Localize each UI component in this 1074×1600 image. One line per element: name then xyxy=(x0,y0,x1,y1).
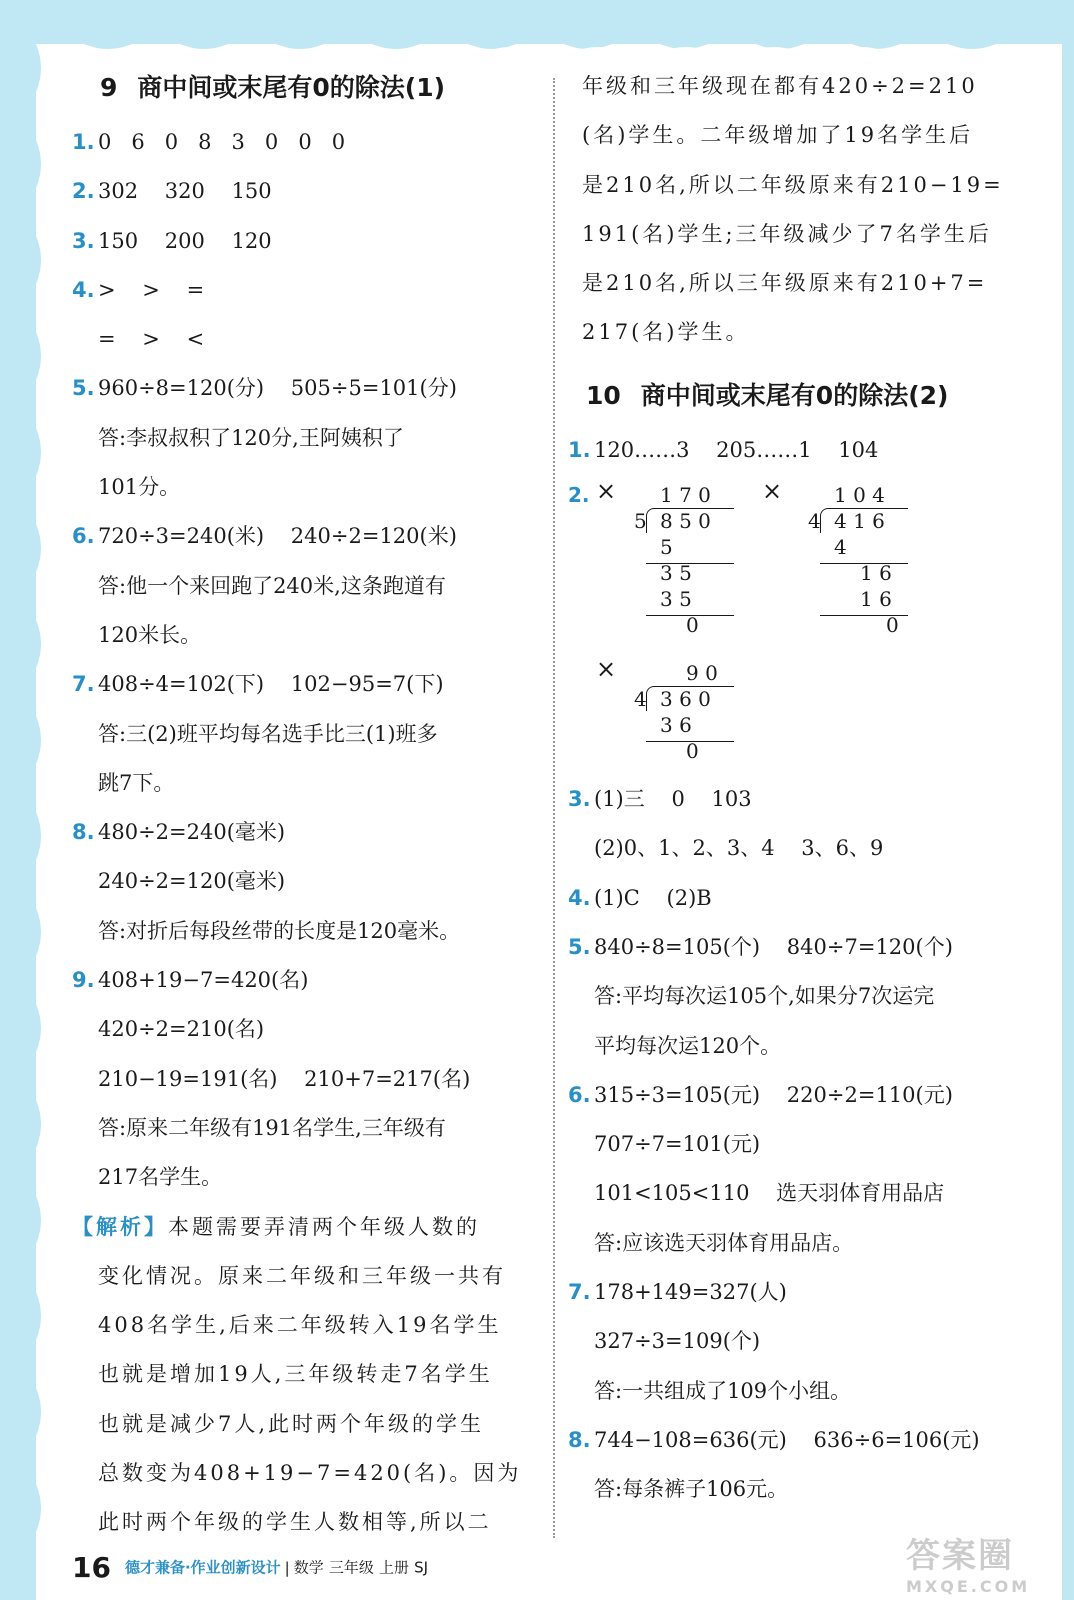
question-number: 3. xyxy=(72,228,95,253)
answer-line xyxy=(568,1416,1038,1465)
answer-line xyxy=(568,1022,1038,1071)
question-number: 9. xyxy=(72,968,95,993)
answer-line xyxy=(72,1055,542,1104)
answer-text: 720÷3=240(米) 240÷2=120(米) xyxy=(98,524,457,549)
dividend: 3 6 0 xyxy=(660,687,711,712)
question-number: 2. xyxy=(72,179,95,204)
section-heading: 商中间或末尾有0的除法(1) xyxy=(137,73,446,102)
answer-text: 960÷8=120(分) 505÷5=101(分) xyxy=(98,376,457,401)
volume: 上册 xyxy=(378,1558,409,1577)
dividend: 8 5 0 xyxy=(660,509,711,534)
question-number: 6. xyxy=(72,524,95,549)
analysis-continued-line: 191(名)学生;三年级减少了7名学生后 xyxy=(582,221,992,246)
quotient: 1 7 0 xyxy=(660,483,711,508)
wrong-mark: × xyxy=(596,655,617,684)
answer-text: 707÷7=101(元) xyxy=(594,1132,761,1157)
answer-text: 答:他一个来回跑了240米,这条跑道有 xyxy=(98,573,446,598)
decorative-frame-left xyxy=(0,0,36,1600)
analysis-text: 本题需要弄清两个年级人数的 xyxy=(168,1214,480,1239)
answer-line xyxy=(72,512,542,561)
question-number: 1. xyxy=(72,130,95,154)
answer-text: > > = xyxy=(98,277,205,302)
answer-line xyxy=(72,1104,542,1153)
edition: SJ xyxy=(414,1558,429,1577)
analysis-continued-line: 是210名,所以二年级原来有210−19= xyxy=(582,172,1004,197)
page-number: 16 xyxy=(72,1550,111,1584)
dividend: 4 1 6 xyxy=(834,509,885,534)
answer-text: 217名学生。 xyxy=(98,1165,223,1190)
answer-text: 240÷2=120(毫米) xyxy=(98,869,286,894)
answer-line xyxy=(568,972,1038,1021)
answer-line xyxy=(568,775,1038,824)
answer-line xyxy=(72,217,542,266)
question-number: 5. xyxy=(72,376,95,401)
work-row: 4 xyxy=(834,535,847,560)
question-number: 1. xyxy=(568,437,591,462)
answer-text: 327÷3=109(个) xyxy=(594,1329,761,1354)
subject: 数学 xyxy=(293,1558,324,1577)
answer-list-right xyxy=(568,775,1038,1514)
work-row: 0 xyxy=(686,739,699,764)
answer-text: 答:对折后每段丝带的长度是120毫米。 xyxy=(98,918,461,943)
answer-line xyxy=(568,1120,1038,1169)
question-number: 6. xyxy=(568,1082,591,1107)
answer-list-left xyxy=(72,118,542,1203)
answer-text: 101<105<110 选天羽体育用品店 xyxy=(594,1181,945,1206)
grade: 三年级 xyxy=(328,1558,374,1577)
answer-line xyxy=(72,808,542,857)
answer-line xyxy=(72,710,542,759)
answer-text: 答:平均每次运105个,如果分7次运完 xyxy=(594,984,935,1009)
answer-line xyxy=(568,1268,1038,1317)
analysis-line: 408名学生,后来二年级转入19名学生 xyxy=(98,1313,502,1338)
work-row: 3 5 xyxy=(660,587,692,612)
work-row: 1 6 xyxy=(860,587,892,612)
analysis-continued-line: 年级和三年级现在都有420÷2=210 xyxy=(582,74,978,98)
analysis-line: 此时两个年级的学生人数相等,所以二 xyxy=(98,1510,492,1535)
answer-text: = > < xyxy=(98,327,205,352)
division-bracket xyxy=(820,508,831,533)
answer-line xyxy=(72,611,542,660)
page-footer xyxy=(72,1547,428,1587)
answer-text: 315÷3=105(元) 220÷2=110(元) xyxy=(594,1082,953,1107)
work-row: 0 xyxy=(886,613,899,638)
division-bracket xyxy=(646,686,657,711)
answer-text: 跳7下。 xyxy=(98,770,175,795)
footer-separator: | xyxy=(284,1558,290,1577)
answer-line xyxy=(72,956,542,1005)
answer-text: 840÷8=105(个) 840÷7=120(个) xyxy=(594,934,953,959)
answer-line xyxy=(568,1169,1038,1218)
left-column xyxy=(72,58,542,1548)
section-number: 9 xyxy=(100,73,118,102)
section-number: 10 xyxy=(586,380,621,410)
answer-text: 答:原来二年级有191名学生,三年级有 xyxy=(98,1115,446,1140)
answer-text: 150 200 120 xyxy=(98,228,272,253)
wrong-mark: × xyxy=(596,477,617,506)
watermark-url: MXQE.COM xyxy=(906,1577,1031,1596)
answer-text: 480÷2=240(毫米) xyxy=(98,820,286,845)
analysis-first-line xyxy=(72,1203,542,1252)
answer-text: 答:应该选天羽体育用品店。 xyxy=(594,1230,854,1255)
answer-text: 178+149=327(人) xyxy=(594,1280,787,1305)
wrong-mark: × xyxy=(762,477,783,506)
answer-text: 302 320 150 xyxy=(98,179,272,204)
right-column xyxy=(568,62,1038,1515)
answer-text: 101分。 xyxy=(98,475,181,500)
work-row: 0 xyxy=(686,613,699,638)
analysis-continued-line: 217(名)学生。 xyxy=(582,320,750,345)
analysis-continued-line: 是210名,所以三年级原来有210+7= xyxy=(582,271,988,296)
answer-text: (1)C (2)B xyxy=(594,885,712,910)
answer-text: 答:每条裤子106元。 xyxy=(594,1477,789,1502)
answer-text: 平均每次运120个。 xyxy=(594,1033,782,1058)
answer-text: 0 6 0 8 3 0 0 0 xyxy=(98,130,346,154)
answer-line xyxy=(72,907,542,956)
answer-line xyxy=(72,414,542,463)
answer-text: 744−108=636(元) 636÷6=106(元) xyxy=(594,1427,980,1452)
question-number: 3. xyxy=(568,787,591,812)
quotient: 9 0 xyxy=(686,661,718,686)
decorative-frame-top xyxy=(0,0,1074,44)
answer-text: 答:李叔叔积了120分,王阿姨积了 xyxy=(98,425,404,450)
answer-line xyxy=(72,118,542,167)
answer-line xyxy=(568,923,1038,972)
answer-line xyxy=(72,364,542,413)
answer-line xyxy=(72,167,542,216)
question-number: 2. xyxy=(568,483,590,508)
question-number: 7. xyxy=(72,672,95,697)
answer-text: 答:一共组成了109个小组。 xyxy=(594,1378,852,1403)
work-row: 5 xyxy=(660,535,673,560)
answer-line xyxy=(568,824,1038,873)
column-divider xyxy=(553,78,555,1538)
analysis-line: 也就是增加19人,三年级转走7名学生 xyxy=(98,1362,493,1387)
question-number: 5. xyxy=(568,934,591,959)
answer-text: 408+19−7=420(名) xyxy=(98,968,309,993)
answer-line xyxy=(72,759,542,808)
analysis-line: 总数变为408+19−7=420(名)。因为 xyxy=(98,1461,522,1486)
brand-name: 德才兼备·作业创新设计 xyxy=(124,1558,281,1577)
divisor: 4 xyxy=(808,509,821,534)
answer-line xyxy=(72,1153,542,1202)
watermark-logo xyxy=(906,1528,1036,1596)
divisor: 4 xyxy=(634,687,647,712)
answer-line xyxy=(72,1005,542,1054)
question-number: 8. xyxy=(72,820,95,845)
answer-text: (1)三 0 103 xyxy=(594,787,752,812)
answer-text: 408÷4=102(下) 102−95=7(下) xyxy=(98,672,444,697)
answer-text: 120米长。 xyxy=(98,622,202,647)
analysis-line: 变化情况。原来二年级和三年级一共有 xyxy=(98,1263,506,1288)
section-title-10 xyxy=(568,366,1038,426)
analysis-tag: 【解析】 xyxy=(72,1214,168,1239)
answer-line xyxy=(568,426,1038,475)
answer-text: 210−19=191(名) 210+7=217(名) xyxy=(98,1066,471,1091)
answer-line xyxy=(568,874,1038,923)
watermark-text: 答案圈 xyxy=(906,1536,1014,1576)
work-row: 3 5 xyxy=(660,561,692,586)
answer-text: 120……3 205……1 104 xyxy=(594,437,879,462)
answer-line xyxy=(568,1219,1038,1268)
section-title-9 xyxy=(72,58,542,118)
long-division-group xyxy=(568,475,1038,775)
answer-text: (2)0、1、2、3、4 3、6、9 xyxy=(594,836,884,861)
section-heading: 商中间或末尾有0的除法(2) xyxy=(640,380,949,410)
answer-line xyxy=(568,1071,1038,1120)
answer-line xyxy=(72,463,542,512)
answer-line xyxy=(568,1317,1038,1366)
work-row: 3 6 xyxy=(660,713,692,738)
answer-text: 答:三(2)班平均每名选手比三(1)班多 xyxy=(98,721,438,746)
answer-line xyxy=(72,857,542,906)
question-number: 4. xyxy=(568,885,591,910)
answer-line xyxy=(72,660,542,709)
division-bracket xyxy=(646,508,657,533)
work-row: 1 6 xyxy=(860,561,892,586)
answer-line xyxy=(568,1465,1038,1514)
answer-line xyxy=(72,315,542,364)
analysis-line: 也就是减少7人,此时两个年级的学生 xyxy=(98,1411,485,1436)
divisor: 5 xyxy=(634,509,647,534)
answer-line xyxy=(72,562,542,611)
answer-line xyxy=(72,266,542,315)
decorative-frame-right xyxy=(1062,0,1074,1600)
answer-text: 420÷2=210(名) xyxy=(98,1017,265,1042)
quotient: 1 0 4 xyxy=(834,483,885,508)
answer-line xyxy=(568,1367,1038,1416)
question-number: 8. xyxy=(568,1427,591,1452)
question-number: 7. xyxy=(568,1280,591,1305)
question-number: 4. xyxy=(72,277,95,302)
analysis-continued-line: (名)学生。二年级增加了19名学生后 xyxy=(582,123,974,148)
